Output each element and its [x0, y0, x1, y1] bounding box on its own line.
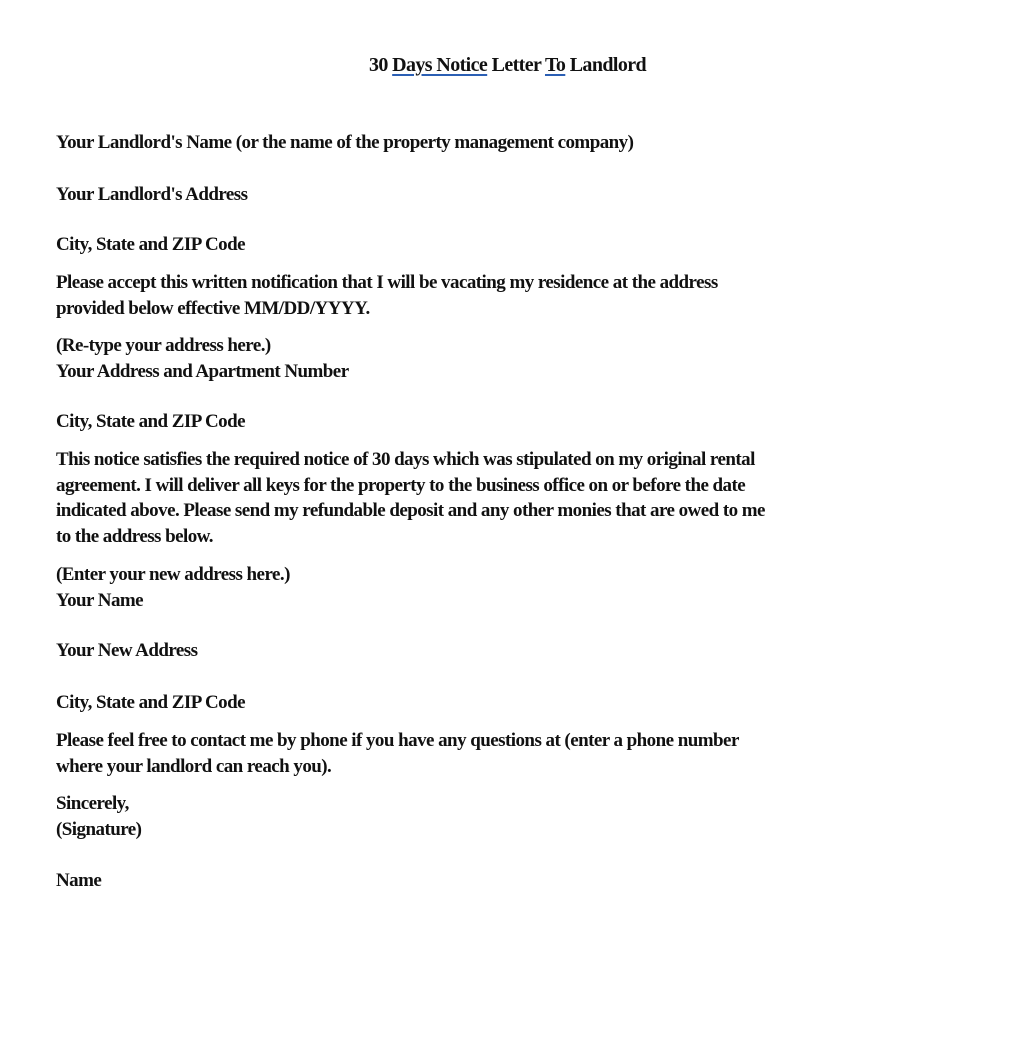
signature-placeholder: (Signature)	[56, 818, 142, 840]
landlord-address: Your Landlord's Address	[56, 184, 248, 205]
new-city: City, State and ZIP Code	[56, 692, 245, 713]
landlord-name: Your Landlord's Name (or the name of the property management company)	[56, 132, 634, 153]
title-part-4: To	[544, 54, 566, 76]
notice-line-4: to the address below.	[56, 525, 214, 547]
title-part-2: Days Notice	[392, 54, 488, 76]
contact-paragraph	[56, 728, 966, 779]
retype-note: (Re-type your address here.)	[56, 335, 271, 356]
new-address-block	[56, 562, 966, 613]
your-address-block	[56, 333, 966, 384]
letter-title	[0, 54, 1015, 77]
contact-line-2: where your landlord can reach you).	[56, 755, 332, 777]
landlord-city: City, State and ZIP Code	[56, 234, 245, 255]
closing: Sincerely,	[56, 793, 129, 814]
intro-paragraph	[56, 270, 966, 321]
your-city: City, State and ZIP Code	[56, 411, 245, 432]
intro-line-1: Please accept this written notification that I will be vacating my residence at the address	[56, 272, 718, 293]
notice-line-3: indicated above. Please send my refundable deposit and any other monies that are owed to me	[56, 500, 765, 521]
new-address: Your New Address	[56, 640, 198, 661]
name-line: Name	[56, 870, 102, 891]
your-name: Your Name	[56, 589, 144, 611]
closing-block	[56, 791, 966, 842]
notice-line-1: This notice satisfies the required notice of 30 days which was stipulated on my original rental	[56, 449, 755, 470]
title-part-1: 30	[368, 54, 393, 76]
enter-note: (Enter your new address here.)	[56, 564, 290, 585]
title-part-5: Landlord	[565, 54, 647, 76]
intro-line-2: provided below effective MM/DD/YYYY.	[56, 297, 370, 319]
contact-line-1: Please feel free to contact me by phone if you have any questions at (enter a phone number	[56, 730, 739, 751]
notice-paragraph	[56, 447, 966, 549]
title-part-3: Letter	[487, 54, 545, 76]
notice-line-2: agreement. I will deliver all keys for the property to the business office on or before the date	[56, 474, 746, 496]
your-address: Your Address and Apartment Number	[56, 360, 349, 382]
